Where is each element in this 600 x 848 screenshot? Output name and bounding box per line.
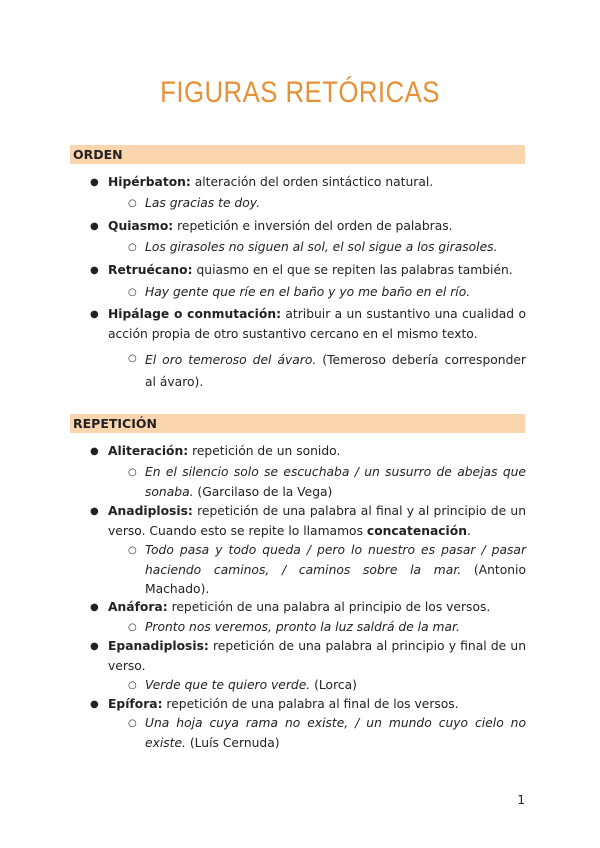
example-item: Los girasoles no siguen al sol, el sol sigue a los girasoles.: [145, 240, 498, 254]
example-item: Las gracias te doy.: [145, 196, 260, 210]
sub-bullet-icon: ○: [128, 287, 137, 298]
list-item: Retruécano: quiasmo en el que se repiten las palabras también.: [108, 263, 513, 277]
bullet-icon: ●: [90, 602, 99, 613]
example-item: Pronto nos veremos, pronto la luz saldrá de la mar.: [145, 620, 460, 634]
sub-bullet-icon: ○: [128, 467, 137, 478]
list-item: Anáfora: repetición de una palabra al principio de los versos.: [108, 600, 491, 614]
list-item: Aliteración: repetición de un sonido.: [108, 444, 341, 458]
bullet-icon: ●: [90, 265, 99, 276]
list-item: Hipálage o conmutación: atribuir a un sustantivo una cualidad o acción propia de otro sustantivo cercano en el mismo texto.: [108, 307, 526, 341]
example-item: Verde que te quiero verde. (Lorca): [145, 678, 357, 692]
bullet-icon: ●: [90, 641, 99, 652]
example-item: Una hoja cuya rama no existe, / un mundo cuyo cielo no existe. (Luís Cernuda): [145, 716, 526, 750]
sub-bullet-icon: ○: [128, 622, 137, 633]
page-title: FIGURAS RETÓRICAS: [160, 76, 440, 109]
bullet-icon: ●: [90, 506, 99, 517]
example-item: El oro temeroso del ávaro. (Temeroso debería corresponder al ávaro).: [145, 353, 526, 389]
section-heading-orden: [70, 145, 525, 164]
sub-bullet-icon: ○: [128, 718, 137, 729]
list-item: Epanadiplosis: repetición de una palabra al principio y final de un verso.: [108, 639, 526, 673]
sub-bullet-icon: ○: [128, 353, 137, 364]
bullet-icon: ●: [90, 221, 99, 232]
sub-bullet-icon: ○: [128, 198, 137, 209]
list-item: Hipérbaton: alteración del orden sintáctico natural.: [108, 175, 434, 189]
list-item: Epífora: repetición de una palabra al final de los versos.: [108, 697, 459, 711]
sub-bullet-icon: ○: [128, 242, 137, 253]
list-item: Anadiplosis: repetición de una palabra al final y al principio de un verso. Cuando esto se repite lo llamamos concatenación.: [108, 504, 526, 538]
sub-bullet-icon: ○: [128, 680, 137, 691]
example-item: Hay gente que ríe en el baño y yo me baño en el río.: [145, 285, 471, 299]
section-heading-label: REPETICIÓN: [73, 416, 157, 431]
page-number: 1: [517, 793, 525, 807]
bullet-icon: ●: [90, 446, 99, 457]
list-item: Quiasmo: repetición e inversión del orden de palabras.: [108, 219, 453, 233]
bullet-icon: ●: [90, 177, 99, 188]
bullet-icon: ●: [90, 699, 99, 710]
section-heading-repeticion: [70, 414, 525, 433]
sub-bullet-icon: ○: [128, 545, 137, 556]
example-item: Todo pasa y todo queda / pero lo nuestro es pasar / pasar haciendo caminos, / caminos sobre la mar. (Antonio Machado).: [145, 543, 526, 596]
example-item: En el silencio solo se escuchaba / un susurro de abejas que sonaba. (Garcilaso de la Vega): [145, 465, 526, 499]
section-heading-label: ORDEN: [73, 147, 123, 162]
bullet-icon: ●: [90, 309, 99, 320]
